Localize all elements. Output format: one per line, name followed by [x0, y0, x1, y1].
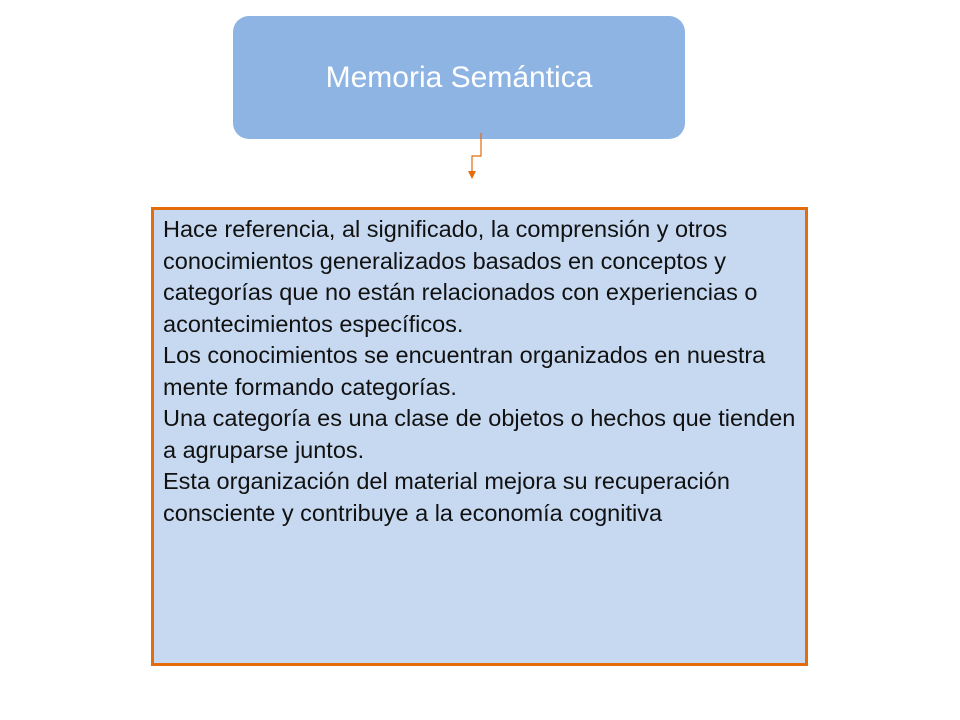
content-node: [151, 207, 808, 666]
paragraph-organization: Los conocimientos se encuentran organizados en nuestra mente formando categorías.: [163, 342, 766, 400]
paragraph-category: Una categoría es una clase de objetos o hechos que tienden a agruparse juntos.: [163, 405, 796, 463]
title-text: Memoria Semántica: [325, 60, 593, 94]
connector-arrow: [460, 130, 500, 185]
title-node: [233, 16, 685, 139]
paragraph-definition: Hace referencia, al significado, la comprensión y otros conocimientos generalizados basados en conceptos y categorías que no están relacionados con experiencias o acontecimientos específicos.: [163, 216, 758, 337]
paragraph-economy: Esta organización del material mejora su recuperación consciente y contribuye a la economía cognitiva: [163, 468, 730, 526]
